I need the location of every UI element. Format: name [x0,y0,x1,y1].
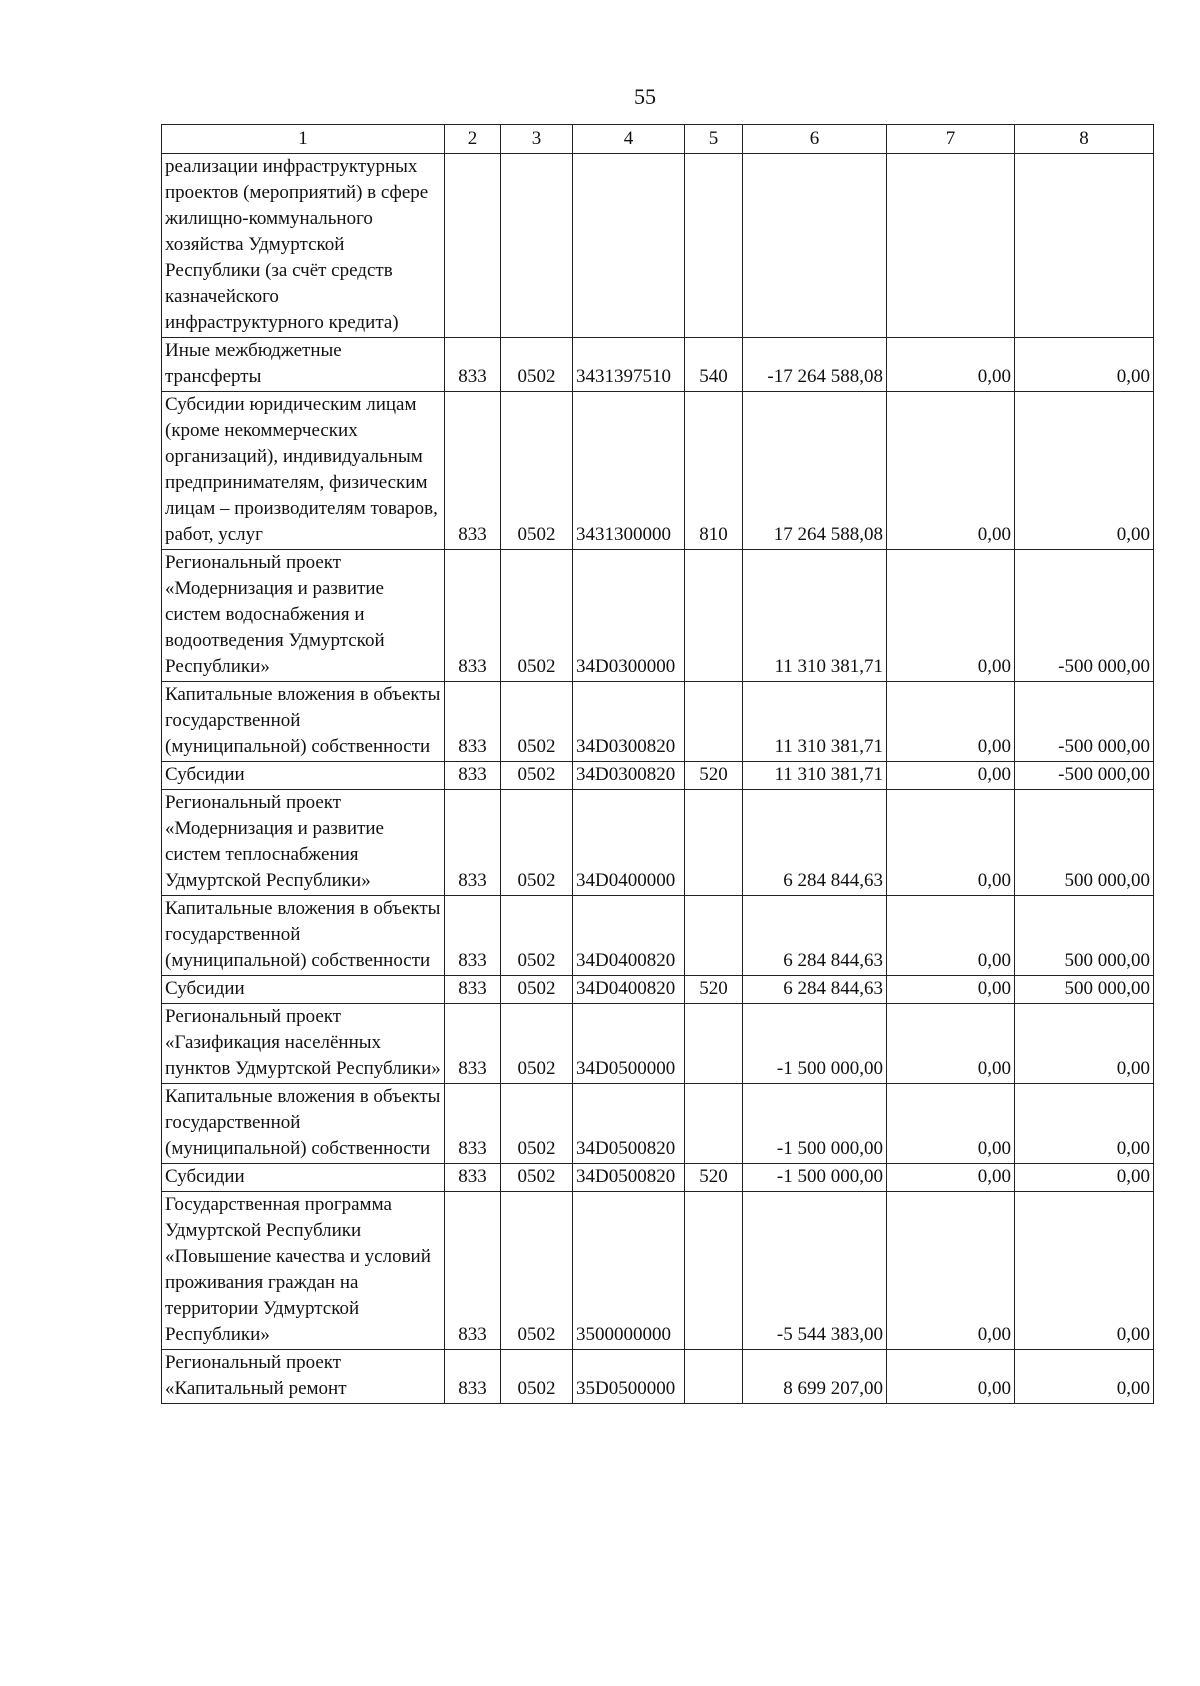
row-name: Субсидии [162,1164,445,1192]
amount-col8: 0,00 [1015,1350,1154,1404]
target-article-code: 34D0500820 [573,1084,685,1164]
department-code: 833 [445,550,501,682]
section-code: 0502 [501,976,573,1004]
target-article-code: 34D0300000 [573,550,685,682]
amount-col7: 0,00 [887,762,1015,790]
amount-col7: 0,00 [887,1164,1015,1192]
expense-type-code [685,154,743,338]
amount-col6: -5 544 383,00 [743,1192,887,1350]
table-body [162,125,1154,1404]
table-row [162,1192,1154,1350]
amount-col7: 0,00 [887,1004,1015,1084]
amount-col6: 6 284 844,63 [743,790,887,896]
table-row [162,550,1154,682]
amount-col8: -500 000,00 [1015,550,1154,682]
target-article-code: 3431300000 [573,392,685,550]
amount-col7: 0,00 [887,976,1015,1004]
section-code [501,154,573,338]
target-article-code: 3431397510 [573,338,685,392]
row-name: реализации инфраструктурных проектов (мероприятий) в сфере жилищно-коммунального хозяйства Удмуртской Республики (за счёт средств казначейского инфраструктурного кредита) [162,154,445,338]
row-name: Капитальные вложения в объекты государственной (муниципальной) собственности [162,896,445,976]
expense-type-code [685,1192,743,1350]
department-code: 833 [445,1192,501,1350]
table-row [162,976,1154,1004]
expense-type-code [685,896,743,976]
column-header: 4 [573,125,685,154]
row-name: Субсидии юридическим лицам (кроме некоммерческих организаций), индивидуальным предпринимателям, физическим лицам – производителям товаров, работ, услуг [162,392,445,550]
amount-col8: 500 000,00 [1015,976,1154,1004]
column-header: 3 [501,125,573,154]
table-row [162,1164,1154,1192]
amount-col8: -500 000,00 [1015,682,1154,762]
amount-col8: 0,00 [1015,1004,1154,1084]
amount-col6: 11 310 381,71 [743,762,887,790]
column-header: 1 [162,125,445,154]
department-code: 833 [445,1164,501,1192]
amount-col8: 0,00 [1015,1084,1154,1164]
amount-col6: -1 500 000,00 [743,1084,887,1164]
section-code: 0502 [501,1350,573,1404]
table-row [162,392,1154,550]
expense-type-code [685,682,743,762]
department-code: 833 [445,976,501,1004]
amount-col8: 0,00 [1015,1192,1154,1350]
amount-col6: 11 310 381,71 [743,682,887,762]
department-code: 833 [445,392,501,550]
target-article-code [573,154,685,338]
amount-col6: -1 500 000,00 [743,1004,887,1084]
row-name: Иные межбюджетные трансферты [162,338,445,392]
expense-type-code: 520 [685,762,743,790]
section-code: 0502 [501,790,573,896]
department-code: 833 [445,338,501,392]
department-code: 833 [445,682,501,762]
department-code: 833 [445,1084,501,1164]
amount-col7: 0,00 [887,392,1015,550]
section-code: 0502 [501,1084,573,1164]
table-row [162,338,1154,392]
target-article-code: 34D0300820 [573,682,685,762]
amount-col6: 17 264 588,08 [743,392,887,550]
table-row [162,1004,1154,1084]
expense-type-code: 810 [685,392,743,550]
expense-type-code: 520 [685,1164,743,1192]
section-code: 0502 [501,762,573,790]
department-code: 833 [445,1004,501,1084]
table-row [162,1084,1154,1164]
department-code: 833 [445,896,501,976]
row-name: Капитальные вложения в объекты государственной (муниципальной) собственности [162,682,445,762]
expense-type-code: 520 [685,976,743,1004]
amount-col6: 6 284 844,63 [743,976,887,1004]
department-code: 833 [445,762,501,790]
column-header: 8 [1015,125,1154,154]
target-article-code: 34D0400820 [573,976,685,1004]
section-code: 0502 [501,1004,573,1084]
amount-col8: 500 000,00 [1015,896,1154,976]
table-row [162,682,1154,762]
table-row [162,154,1154,338]
amount-col7 [887,154,1015,338]
target-article-code: 34D0400820 [573,896,685,976]
row-name: Региональный проект «Модернизация и развитие систем теплоснабжения Удмуртской Республики» [162,790,445,896]
column-header: 6 [743,125,887,154]
department-code [445,154,501,338]
table-row [162,1350,1154,1404]
target-article-code: 35D0500000 [573,1350,685,1404]
section-code: 0502 [501,550,573,682]
section-code: 0502 [501,392,573,550]
target-article-code: 34D0500000 [573,1004,685,1084]
amount-col7: 0,00 [887,1350,1015,1404]
row-name: Субсидии [162,762,445,790]
expense-type-code [685,1084,743,1164]
column-header: 5 [685,125,743,154]
section-code: 0502 [501,1192,573,1350]
section-code: 0502 [501,682,573,762]
row-name: Капитальные вложения в объекты государственной (муниципальной) собственности [162,1084,445,1164]
amount-col6: 6 284 844,63 [743,896,887,976]
amount-col8: 0,00 [1015,1164,1154,1192]
section-code: 0502 [501,338,573,392]
row-name: Субсидии [162,976,445,1004]
amount-col6: 8 699 207,00 [743,1350,887,1404]
row-name: Государственная программа Удмуртской Республики «Повышение качества и условий проживания граждан на территории Удмуртской Республики» [162,1192,445,1350]
amount-col8: 0,00 [1015,392,1154,550]
row-name: Региональный проект «Модернизация и развитие систем водоснабжения и водоотведения Удмуртской Республики» [162,550,445,682]
expense-type-code [685,1350,743,1404]
amount-col6: -1 500 000,00 [743,1164,887,1192]
expense-type-code [685,790,743,896]
amount-col7: 0,00 [887,682,1015,762]
amount-col8: 500 000,00 [1015,790,1154,896]
amount-col6 [743,154,887,338]
department-code: 833 [445,790,501,896]
target-article-code: 34D0300820 [573,762,685,790]
amount-col8: 0,00 [1015,338,1154,392]
column-number-row [162,125,1154,154]
expense-type-code [685,550,743,682]
expense-type-code [685,1004,743,1084]
department-code: 833 [445,1350,501,1404]
target-article-code: 34D0400000 [573,790,685,896]
table-row [162,790,1154,896]
amount-col7: 0,00 [887,338,1015,392]
amount-col7: 0,00 [887,550,1015,682]
section-code: 0502 [501,896,573,976]
amount-col7: 0,00 [887,1192,1015,1350]
budget-table [161,124,1154,1404]
section-code: 0502 [501,1164,573,1192]
column-header: 2 [445,125,501,154]
amount-col7: 0,00 [887,896,1015,976]
column-header: 7 [887,125,1015,154]
target-article-code: 3500000000 [573,1192,685,1350]
amount-col7: 0,00 [887,790,1015,896]
table-row [162,896,1154,976]
row-name: Региональный проект «Газификация населённых пунктов Удмуртской Республики» [162,1004,445,1084]
row-name: Региональный проект «Капитальный ремонт [162,1350,445,1404]
amount-col8 [1015,154,1154,338]
amount-col7: 0,00 [887,1084,1015,1164]
table-row [162,762,1154,790]
page-number: 55 [634,84,656,109]
amount-col6: 11 310 381,71 [743,550,887,682]
expense-type-code: 540 [685,338,743,392]
amount-col8: -500 000,00 [1015,762,1154,790]
amount-col6: -17 264 588,08 [743,338,887,392]
target-article-code: 34D0500820 [573,1164,685,1192]
